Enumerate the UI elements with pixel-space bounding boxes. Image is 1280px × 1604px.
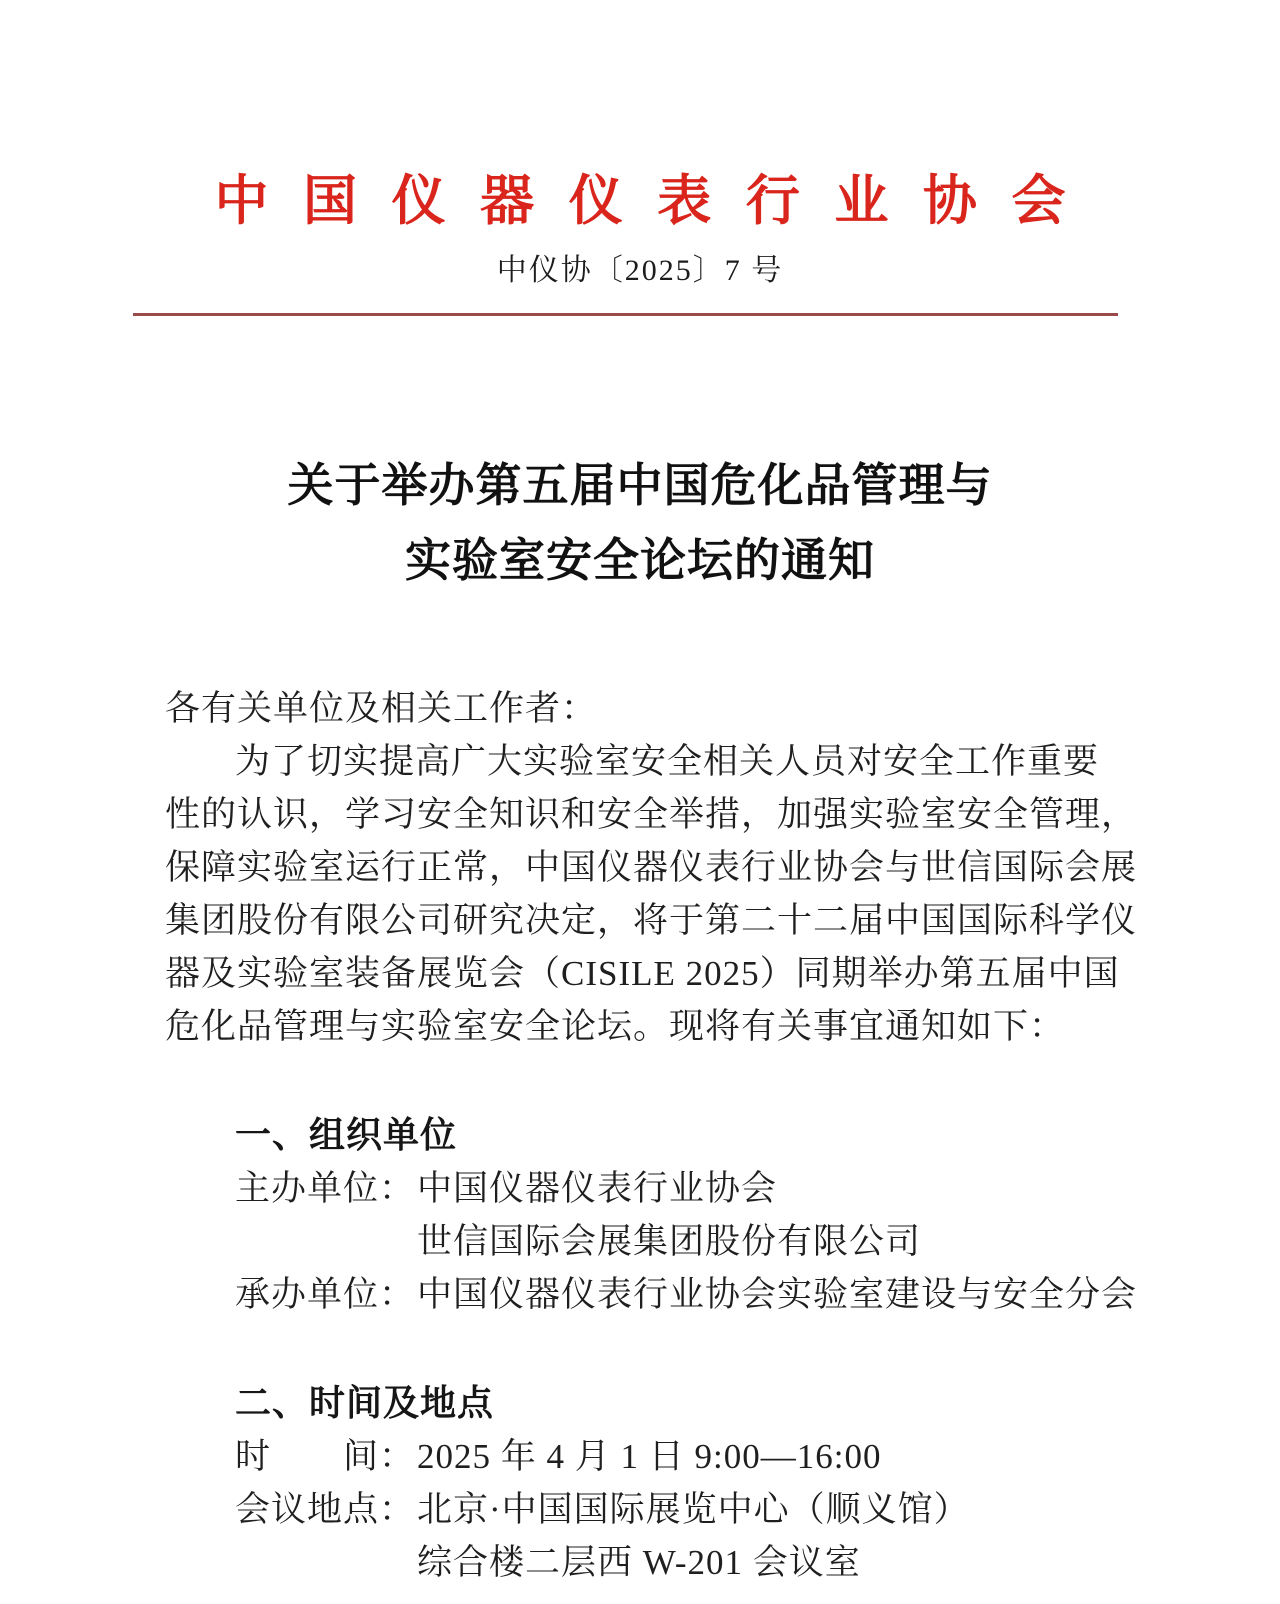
intro-paragraph [165,735,1200,1053]
host-values [417,1162,1200,1268]
document-number: 中仪协〔2025〕7 号 [496,254,784,288]
organizer-row-host [235,1162,1200,1268]
paragraph-line: 性的认识，学习安全知识和安全举措，加强实验室安全管理， [165,795,1138,835]
salutation: 各有关单位及相关工作者： [165,689,598,729]
paragraph-line: 为了切实提高广大实验室安全相关人员对安全工作重要 [235,742,1100,782]
undertaker-label: 承办单位： [235,1275,416,1315]
paragraph-line: 保障实验室运行正常，中国仪器仪表行业协会与世信国际会展 [165,848,1138,888]
undertaker-values [417,1268,1200,1321]
header-divider-rule [133,313,1118,316]
organizer-row-undertaker [235,1268,1200,1321]
notice-title-line2: 实验室安全论坛的通知 [405,535,875,587]
location-values [417,1483,1200,1589]
paragraph-line: 危化品管理与实验室安全论坛。现将有关事宜通知如下： [165,1007,1066,1047]
location-row [235,1483,1200,1589]
paragraph-line: 集团股份有限公司研究决定，将于第二十二届中国国际科学仪 [165,901,1138,941]
location-value-line: 北京·中国国际展览中心（顺义馆） [417,1490,970,1530]
section-heading-organizers: 一、组织单位 [235,1115,458,1156]
section-organizers [165,1109,1200,1321]
location-value-line: 综合楼二层西 W-201 会议室 [417,1543,861,1583]
organization-name-banner: 中国仪器仪表行业协会 [214,171,1101,231]
section-time-location [165,1377,1200,1589]
undertaker-value-line: 中国仪器仪表行业协会实验室建设与安全分会 [417,1275,1138,1315]
host-label: 主办单位： [235,1169,416,1209]
location-label: 会议地点： [235,1490,416,1530]
paragraph-line: 器及实验室装备展览会（CISILE 2025）同期举办第五届中国 [165,954,1120,994]
host-value-line: 中国仪器仪表行业协会 [417,1169,778,1209]
section-heading-time-location: 二、时间及地点 [235,1383,495,1424]
notice-body [165,682,1200,1589]
time-values [417,1430,1200,1483]
time-value-line: 2025 年 4 月 1 日 9:00—16:00 [417,1437,882,1477]
notice-title [0,448,1280,598]
notice-title-line1: 关于举办第五届中国危化品管理与 [287,460,993,512]
host-value-line: 世信国际会展集团股份有限公司 [417,1222,922,1262]
time-label: 时 间： [235,1437,416,1477]
time-row [235,1430,1200,1483]
